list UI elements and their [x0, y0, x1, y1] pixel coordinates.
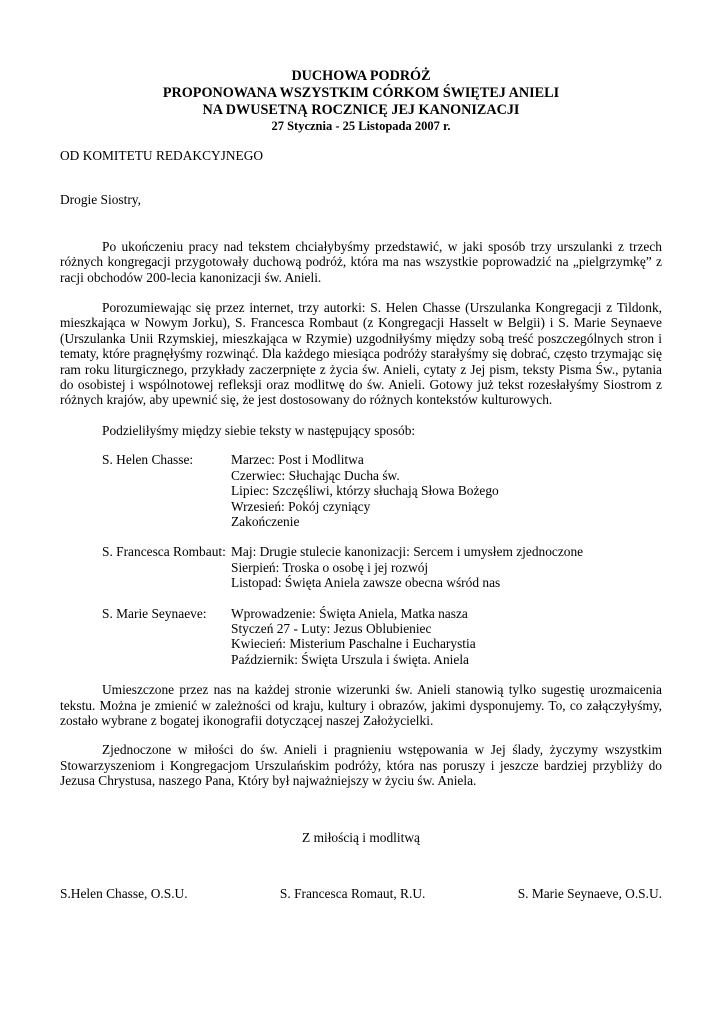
topic-list	[231, 606, 662, 668]
topic-list	[231, 452, 662, 529]
author-name: S. Francesca Rombaut:	[102, 544, 226, 560]
paragraph-wishes: Zjednoczone w miłości do św. Anieli i pragnieniu wstępowania w Jej ślady, życzymy wszystkim Stowarzyszeniom i Kongregacjom Urszulańskim podróży, która nas poruszy i jeszcze bardziej przybliży do Jezusa Chrystusa, naszego Pana, Który był najważniejszy w życiu św. Aniela.	[60, 742, 662, 789]
topic-item: Sierpień: Troska o osobę i jej rozwój	[231, 559, 429, 575]
paragraph-authors: Porozumiewając się przez internet, trzy autorki: S. Helen Chasse (Urszulanka Kongregacji z Tildonk, mieszkająca w Nowym Jorku), S. Francesca Rombaut (z Kongregacji Hasselt w Belgii) i S. Marie Seynaeve (Urszulanka Unii Rzymskiej, mieszkająca w Rzymie) uzgodniłyśmy między sobą treść poszczególnych stron i tematy, które pragnęłyśmy rozwinąć. Dla każdego miesiąca podróży starałyśmy się dobrać, często trzymając się ram roku liturgicznego, przykłady zaczerpnięte z życia św. Anieli, cytaty z Jej pism, teksty Pisma Św., pytania do osobistej i wspólnotowej refleksji oraz modlitwę do św. Anieli. Gotowy już tekst rozesłałyśmy Siostrom z różnych krajów, aby upewnić się, że jest dostosowany do różnych kontekstów kulturowych.	[60, 300, 662, 408]
assignment-list	[60, 452, 662, 667]
author-name: S. Helen Chasse:	[102, 452, 194, 468]
signature-francesca: S. Francesca Romaut, R.U.	[279, 886, 426, 901]
title-line-3: NA DWUSETNĄ ROCZNICĘ JEJ KANONIZACJI	[202, 102, 520, 118]
topic-list	[231, 544, 662, 590]
paragraph-division: Podzieliłyśmy między siebie teksty w następujący sposób:	[102, 422, 416, 438]
document-header	[60, 68, 662, 134]
topic-item: Czerwiec: Słuchając Ducha św.	[231, 467, 400, 483]
topic-item: Lipiec: Szczęśliwi, którzy słuchają Słowa Bożego	[231, 483, 499, 499]
date-range: 27 Stycznia - 25 Listopada 2007 r.	[271, 119, 451, 133]
closing-line: Z miłością i modlitwą	[302, 829, 420, 845]
topic-item: Styczeń 27 - Luty: Jezus Oblubieniec	[231, 620, 432, 636]
signature-marie: S. Marie Seynaeve, O.S.U.	[517, 886, 662, 901]
signature-helen: S.Helen Chasse, O.S.U.	[60, 886, 188, 901]
paragraph-images: Umieszczone przez nas na każdej stronie wizerunki św. Anieli stanowią tylko sugestię urozmaicenia tekstu. Można je zmienić w zależności od kraju, kultury i obrazów, jakimi dysponujemy. To, co załączyłyśmy, zostało wybrane z bogatej ikonografii dotyczącej naszej Założycielki.	[60, 682, 662, 728]
paragraph-intro: Po ukończeniu pracy nad tekstem chciałybyśmy przedstawić, w jaki sposób trzy urszulanki z trzech różnych kongregacji przygotowały duchową podróż, która ma nas wszystkie poprowadzić na „pielgrzymkę” z racji obchodów 200-lecia kanonizacji św. Anieli.	[60, 238, 662, 285]
from-committee: OD KOMITETU REDAKCYJNEGO	[60, 148, 264, 163]
title-line-1: DUCHOWA PODRÓŻ	[291, 68, 431, 84]
topic-item: Wprowadzenie: Święta Aniela, Matka nasza	[231, 605, 468, 621]
topic-item: Październik: Święta Urszula i święta. Aniela	[231, 651, 469, 667]
assignment-group	[102, 452, 662, 529]
author-name: S. Marie Seynaeve:	[102, 605, 207, 621]
topic-item: Marzec: Post i Modlitwa	[231, 452, 364, 468]
signature-row	[60, 886, 662, 901]
title-line-2: PROPONOWANA WSZYSTKIM CÓRKOM ŚWIĘTEJ ANIELI	[162, 85, 560, 101]
topic-item: Listopad: Święta Aniela zawsze obecna wśród nas	[231, 575, 501, 591]
assignment-group	[102, 544, 662, 590]
assignment-group	[102, 606, 662, 668]
topic-item: Kwiecień: Misterium Paschalne i Eucharystia	[231, 636, 476, 652]
topic-item: Wrzesień: Pokój czyniący	[231, 498, 371, 514]
topic-item: Maj: Drugie stulecie kanonizacji: Sercem i umysłem zjednoczone	[231, 544, 584, 560]
topic-item: Zakończenie	[231, 513, 300, 529]
greeting: Drogie Siostry,	[60, 192, 141, 208]
